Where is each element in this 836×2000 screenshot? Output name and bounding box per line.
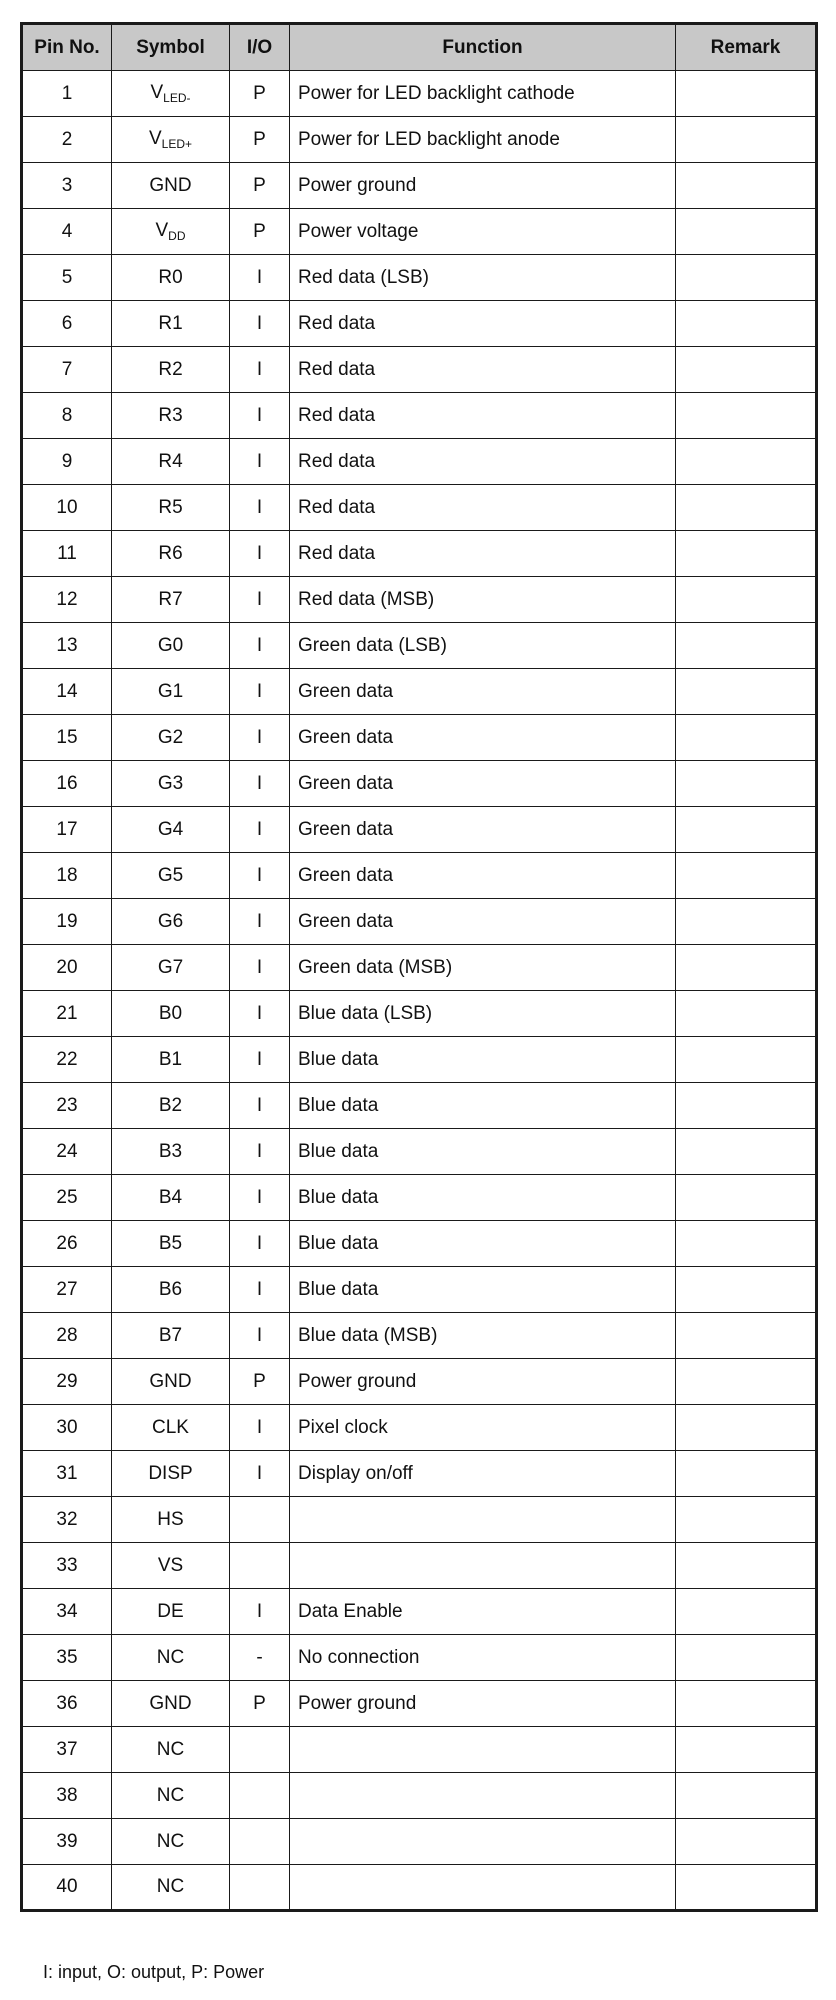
table-row bbox=[22, 301, 817, 347]
pin-number-cell: 4 bbox=[22, 209, 112, 255]
symbol-cell bbox=[112, 991, 230, 1037]
symbol-text: B5 bbox=[158, 1232, 183, 1254]
table-row bbox=[22, 1865, 817, 1911]
io-cell: I bbox=[230, 393, 290, 439]
symbol-cell bbox=[112, 485, 230, 531]
remark-cell bbox=[676, 899, 817, 945]
pin-number-cell: 5 bbox=[22, 255, 112, 301]
remark-cell bbox=[676, 991, 817, 1037]
symbol-text: DE bbox=[157, 1600, 184, 1622]
remark-cell bbox=[676, 1359, 817, 1405]
io-cell: I bbox=[230, 301, 290, 347]
table-row bbox=[22, 761, 817, 807]
io-cell: P bbox=[230, 1359, 290, 1405]
symbol-text: R3 bbox=[158, 404, 183, 426]
symbol-cell bbox=[112, 577, 230, 623]
symbol-text: G6 bbox=[157, 910, 184, 932]
symbol-text: B1 bbox=[158, 1048, 183, 1070]
remark-cell bbox=[676, 117, 817, 163]
remark-cell bbox=[676, 1773, 817, 1819]
symbol-text: HS bbox=[157, 1508, 184, 1530]
pin-number-cell: 7 bbox=[22, 347, 112, 393]
symbol-cell bbox=[112, 1819, 230, 1865]
function-cell: Power for LED backlight cathode bbox=[290, 71, 676, 117]
function-cell: Power ground bbox=[290, 163, 676, 209]
io-cell: I bbox=[230, 1083, 290, 1129]
function-cell: Blue data bbox=[290, 1175, 676, 1221]
table-row bbox=[22, 1267, 817, 1313]
table-row bbox=[22, 1129, 817, 1175]
pin-number-cell: 19 bbox=[22, 899, 112, 945]
table-row bbox=[22, 1727, 817, 1773]
symbol-cell bbox=[112, 1497, 230, 1543]
symbol-cell bbox=[112, 209, 230, 255]
symbol-cell bbox=[112, 1129, 230, 1175]
function-cell: Blue data (LSB) bbox=[290, 991, 676, 1037]
table-row bbox=[22, 1497, 817, 1543]
symbol-text: NC bbox=[156, 1830, 185, 1852]
symbol-text: G2 bbox=[157, 726, 184, 748]
io-cell: P bbox=[230, 117, 290, 163]
symbol-text: NC bbox=[156, 1784, 185, 1806]
function-cell: Green data bbox=[290, 761, 676, 807]
symbol-cell bbox=[112, 255, 230, 301]
pin-assignment-table bbox=[20, 22, 818, 1912]
symbol-cell bbox=[112, 899, 230, 945]
pin-number-cell: 40 bbox=[22, 1865, 112, 1911]
table-row bbox=[22, 1083, 817, 1129]
symbol-cell bbox=[112, 1589, 230, 1635]
pin-number-cell: 30 bbox=[22, 1405, 112, 1451]
remark-cell bbox=[676, 1405, 817, 1451]
symbol-text: G5 bbox=[157, 864, 184, 886]
function-cell bbox=[290, 1497, 676, 1543]
table-row bbox=[22, 255, 817, 301]
symbol-text: G4 bbox=[157, 818, 184, 840]
remark-cell bbox=[676, 1451, 817, 1497]
pin-number-cell: 35 bbox=[22, 1635, 112, 1681]
pin-number-cell: 28 bbox=[22, 1313, 112, 1359]
remark-cell bbox=[676, 1819, 817, 1865]
symbol-cell bbox=[112, 163, 230, 209]
table-row bbox=[22, 393, 817, 439]
symbol-text: V bbox=[155, 220, 169, 241]
remark-cell bbox=[676, 71, 817, 117]
symbol-text: DISP bbox=[148, 1462, 193, 1484]
header-io: I/O bbox=[230, 24, 290, 71]
pin-number-cell: 11 bbox=[22, 531, 112, 577]
function-cell bbox=[290, 1727, 676, 1773]
table-row bbox=[22, 1175, 817, 1221]
symbol-cell bbox=[112, 807, 230, 853]
pin-number-cell: 18 bbox=[22, 853, 112, 899]
table-header bbox=[22, 24, 817, 71]
table-row bbox=[22, 531, 817, 577]
table-row bbox=[22, 1313, 817, 1359]
io-cell: I bbox=[230, 577, 290, 623]
io-cell bbox=[230, 1497, 290, 1543]
table-row bbox=[22, 1589, 817, 1635]
table-row bbox=[22, 577, 817, 623]
symbol-text: B3 bbox=[158, 1140, 183, 1162]
function-cell: Power ground bbox=[290, 1681, 676, 1727]
pin-number-cell: 36 bbox=[22, 1681, 112, 1727]
table-row bbox=[22, 1773, 817, 1819]
symbol-text: VS bbox=[157, 1554, 184, 1576]
symbol-cell bbox=[112, 669, 230, 715]
io-cell: I bbox=[230, 255, 290, 301]
symbol-text: V bbox=[150, 82, 164, 103]
remark-cell bbox=[676, 1635, 817, 1681]
symbol-text: V bbox=[148, 128, 162, 149]
pin-number-cell: 17 bbox=[22, 807, 112, 853]
remark-cell bbox=[676, 853, 817, 899]
remark-cell bbox=[676, 1589, 817, 1635]
table-row bbox=[22, 485, 817, 531]
pin-number-cell: 31 bbox=[22, 1451, 112, 1497]
symbol-cell bbox=[112, 945, 230, 991]
function-cell: Green data bbox=[290, 899, 676, 945]
pin-number-cell: 24 bbox=[22, 1129, 112, 1175]
symbol-text: R4 bbox=[158, 450, 183, 472]
symbol-cell bbox=[112, 1221, 230, 1267]
pin-number-cell: 14 bbox=[22, 669, 112, 715]
io-cell: I bbox=[230, 1221, 290, 1267]
symbol-text: CLK bbox=[152, 1416, 189, 1438]
function-cell: Blue data bbox=[290, 1221, 676, 1267]
symbol-cell bbox=[112, 715, 230, 761]
io-cell: I bbox=[230, 1267, 290, 1313]
symbol-text: R1 bbox=[158, 312, 183, 334]
symbol-cell bbox=[112, 531, 230, 577]
io-cell: I bbox=[230, 853, 290, 899]
io-cell: I bbox=[230, 1405, 290, 1451]
function-cell: Power voltage bbox=[290, 209, 676, 255]
table-row bbox=[22, 71, 817, 117]
table-row bbox=[22, 623, 817, 669]
function-cell: Red data bbox=[290, 347, 676, 393]
symbol-text: G7 bbox=[157, 956, 184, 978]
symbol-text: R7 bbox=[158, 588, 183, 610]
symbol-cell bbox=[112, 623, 230, 669]
table-row bbox=[22, 1451, 817, 1497]
remark-cell bbox=[676, 439, 817, 485]
symbol-cell bbox=[112, 853, 230, 899]
function-cell: Red data bbox=[290, 439, 676, 485]
function-cell: Blue data bbox=[290, 1267, 676, 1313]
table-row bbox=[22, 715, 817, 761]
remark-cell bbox=[676, 1175, 817, 1221]
io-cell: P bbox=[230, 1681, 290, 1727]
remark-cell bbox=[676, 1497, 817, 1543]
io-legend: I: input, O: output, P: Power bbox=[43, 1962, 265, 1982]
symbol-cell bbox=[112, 393, 230, 439]
remark-cell bbox=[676, 1865, 817, 1911]
pin-number-cell: 27 bbox=[22, 1267, 112, 1313]
table-row bbox=[22, 1635, 817, 1681]
symbol-cell bbox=[112, 1175, 230, 1221]
remark-cell bbox=[676, 301, 817, 347]
remark-cell bbox=[676, 669, 817, 715]
table-row bbox=[22, 807, 817, 853]
symbol-cell bbox=[112, 1635, 230, 1681]
pin-number-cell: 6 bbox=[22, 301, 112, 347]
header-function: Function bbox=[290, 24, 676, 71]
io-cell: I bbox=[230, 347, 290, 393]
symbol-cell bbox=[112, 71, 230, 117]
pin-number-cell: 34 bbox=[22, 1589, 112, 1635]
symbol-cell bbox=[112, 1865, 230, 1911]
function-cell bbox=[290, 1543, 676, 1589]
table-row bbox=[22, 439, 817, 485]
pin-number-cell: 15 bbox=[22, 715, 112, 761]
symbol-cell bbox=[112, 1543, 230, 1589]
io-cell: I bbox=[230, 1313, 290, 1359]
io-cell: I bbox=[230, 1589, 290, 1635]
table-row bbox=[22, 1681, 817, 1727]
symbol-subscript: LED+ bbox=[161, 137, 193, 151]
remark-cell bbox=[676, 255, 817, 301]
table-body bbox=[22, 71, 817, 1911]
io-cell: P bbox=[230, 209, 290, 255]
pin-number-cell: 32 bbox=[22, 1497, 112, 1543]
symbol-text: B7 bbox=[158, 1324, 183, 1346]
io-cell: P bbox=[230, 71, 290, 117]
remark-cell bbox=[676, 347, 817, 393]
symbol-text: B4 bbox=[158, 1186, 183, 1208]
io-cell: I bbox=[230, 669, 290, 715]
symbol-text: R0 bbox=[158, 266, 183, 288]
function-cell: Green data (MSB) bbox=[290, 945, 676, 991]
io-cell: I bbox=[230, 1037, 290, 1083]
pin-number-cell: 1 bbox=[22, 71, 112, 117]
function-cell bbox=[290, 1865, 676, 1911]
symbol-text: G1 bbox=[157, 680, 184, 702]
function-cell: Red data bbox=[290, 531, 676, 577]
symbol-cell bbox=[112, 439, 230, 485]
function-cell: Red data (MSB) bbox=[290, 577, 676, 623]
header-row bbox=[22, 24, 817, 71]
symbol-cell bbox=[112, 117, 230, 163]
io-cell: P bbox=[230, 163, 290, 209]
symbol-text: NC bbox=[156, 1876, 185, 1897]
table-row bbox=[22, 117, 817, 163]
function-cell: Blue data bbox=[290, 1129, 676, 1175]
function-cell: Blue data bbox=[290, 1083, 676, 1129]
remark-cell bbox=[676, 715, 817, 761]
remark-cell bbox=[676, 1313, 817, 1359]
function-cell bbox=[290, 1773, 676, 1819]
symbol-text: R5 bbox=[158, 496, 183, 518]
function-cell: Red data bbox=[290, 301, 676, 347]
io-cell: I bbox=[230, 485, 290, 531]
pin-number-cell: 33 bbox=[22, 1543, 112, 1589]
symbol-cell bbox=[112, 301, 230, 347]
pin-number-cell: 20 bbox=[22, 945, 112, 991]
remark-cell bbox=[676, 163, 817, 209]
io-cell: - bbox=[230, 1635, 290, 1681]
io-cell: I bbox=[230, 807, 290, 853]
pin-number-cell: 39 bbox=[22, 1819, 112, 1865]
io-cell bbox=[230, 1773, 290, 1819]
pin-number-cell: 12 bbox=[22, 577, 112, 623]
symbol-text: R2 bbox=[158, 358, 183, 380]
table-row bbox=[22, 669, 817, 715]
remark-cell bbox=[676, 1681, 817, 1727]
pin-number-cell: 37 bbox=[22, 1727, 112, 1773]
pin-number-cell: 9 bbox=[22, 439, 112, 485]
io-cell: I bbox=[230, 531, 290, 577]
remark-cell bbox=[676, 1083, 817, 1129]
symbol-cell bbox=[112, 347, 230, 393]
remark-cell bbox=[676, 393, 817, 439]
function-cell: Green data bbox=[290, 715, 676, 761]
symbol-subscript: LED- bbox=[163, 91, 191, 105]
remark-cell bbox=[676, 807, 817, 853]
table-row bbox=[22, 991, 817, 1037]
function-cell: Green data (LSB) bbox=[290, 623, 676, 669]
function-cell: Data Enable bbox=[290, 1589, 676, 1635]
table-row bbox=[22, 163, 817, 209]
function-cell: Power ground bbox=[290, 1359, 676, 1405]
symbol-text: GND bbox=[149, 1692, 192, 1714]
symbol-text: B2 bbox=[158, 1094, 183, 1116]
symbol-text: B0 bbox=[158, 1002, 183, 1024]
symbol-cell bbox=[112, 1083, 230, 1129]
remark-cell bbox=[676, 1037, 817, 1083]
table-row bbox=[22, 1405, 817, 1451]
pin-number-cell: 22 bbox=[22, 1037, 112, 1083]
symbol-cell bbox=[112, 761, 230, 807]
symbol-text: NC bbox=[156, 1738, 185, 1760]
table-row bbox=[22, 853, 817, 899]
symbol-subscript: DD bbox=[168, 229, 186, 243]
pin-number-cell: 2 bbox=[22, 117, 112, 163]
table-row bbox=[22, 1037, 817, 1083]
io-cell: I bbox=[230, 715, 290, 761]
symbol-cell bbox=[112, 1681, 230, 1727]
io-cell: I bbox=[230, 1175, 290, 1221]
symbol-cell bbox=[112, 1773, 230, 1819]
header-pin-no: Pin No. bbox=[22, 24, 112, 71]
remark-cell bbox=[676, 485, 817, 531]
remark-cell bbox=[676, 1129, 817, 1175]
remark-cell bbox=[676, 531, 817, 577]
symbol-cell bbox=[112, 1359, 230, 1405]
function-cell: Red data bbox=[290, 393, 676, 439]
table-row bbox=[22, 1359, 817, 1405]
symbol-cell bbox=[112, 1037, 230, 1083]
pin-number-cell: 10 bbox=[22, 485, 112, 531]
pin-number-cell: 25 bbox=[22, 1175, 112, 1221]
remark-cell bbox=[676, 1543, 817, 1589]
table-row bbox=[22, 209, 817, 255]
function-cell: Blue data (MSB) bbox=[290, 1313, 676, 1359]
function-cell: Display on/off bbox=[290, 1451, 676, 1497]
io-cell: I bbox=[230, 761, 290, 807]
table-row bbox=[22, 1221, 817, 1267]
symbol-cell bbox=[112, 1451, 230, 1497]
function-cell: Blue data bbox=[290, 1037, 676, 1083]
table-row bbox=[22, 347, 817, 393]
symbol-text: B6 bbox=[158, 1278, 183, 1300]
pin-number-cell: 38 bbox=[22, 1773, 112, 1819]
table-row bbox=[22, 1543, 817, 1589]
pin-number-cell: 13 bbox=[22, 623, 112, 669]
symbol-text: R6 bbox=[158, 542, 183, 564]
pin-number-cell: 8 bbox=[22, 393, 112, 439]
remark-cell bbox=[676, 1221, 817, 1267]
symbol-text: G0 bbox=[157, 634, 184, 656]
header-symbol: Symbol bbox=[112, 24, 230, 71]
io-cell: I bbox=[230, 899, 290, 945]
pin-number-cell: 16 bbox=[22, 761, 112, 807]
remark-cell bbox=[676, 945, 817, 991]
remark-cell bbox=[676, 577, 817, 623]
remark-cell bbox=[676, 209, 817, 255]
symbol-text: GND bbox=[149, 1370, 192, 1392]
io-cell: I bbox=[230, 1451, 290, 1497]
symbol-cell bbox=[112, 1313, 230, 1359]
function-cell: Green data bbox=[290, 807, 676, 853]
table-row bbox=[22, 899, 817, 945]
table-row bbox=[22, 1819, 817, 1865]
function-cell: Green data bbox=[290, 853, 676, 899]
function-cell: No connection bbox=[290, 1635, 676, 1681]
io-cell bbox=[230, 1543, 290, 1589]
symbol-cell bbox=[112, 1727, 230, 1773]
function-cell: Red data bbox=[290, 485, 676, 531]
symbol-text: GND bbox=[149, 174, 192, 196]
function-cell: Red data (LSB) bbox=[290, 255, 676, 301]
remark-cell bbox=[676, 623, 817, 669]
pin-number-cell: 23 bbox=[22, 1083, 112, 1129]
symbol-text: G3 bbox=[157, 772, 184, 794]
io-cell: I bbox=[230, 945, 290, 991]
io-cell bbox=[230, 1819, 290, 1865]
io-cell: I bbox=[230, 991, 290, 1037]
remark-cell bbox=[676, 1267, 817, 1313]
io-cell: I bbox=[230, 623, 290, 669]
io-cell: I bbox=[230, 1129, 290, 1175]
function-cell: Green data bbox=[290, 669, 676, 715]
pin-number-cell: 26 bbox=[22, 1221, 112, 1267]
remark-cell bbox=[676, 1727, 817, 1773]
remark-cell bbox=[676, 761, 817, 807]
pin-number-cell: 29 bbox=[22, 1359, 112, 1405]
symbol-text: NC bbox=[156, 1646, 185, 1668]
io-cell bbox=[230, 1865, 290, 1911]
function-cell: Power for LED backlight anode bbox=[290, 117, 676, 163]
table-row bbox=[22, 945, 817, 991]
pin-number-cell: 3 bbox=[22, 163, 112, 209]
symbol-cell bbox=[112, 1405, 230, 1451]
symbol-cell bbox=[112, 1267, 230, 1313]
function-cell: Pixel clock bbox=[290, 1405, 676, 1451]
function-cell bbox=[290, 1819, 676, 1865]
header-remark: Remark bbox=[676, 24, 817, 71]
pin-number-cell: 21 bbox=[22, 991, 112, 1037]
io-cell: I bbox=[230, 439, 290, 485]
io-cell bbox=[230, 1727, 290, 1773]
